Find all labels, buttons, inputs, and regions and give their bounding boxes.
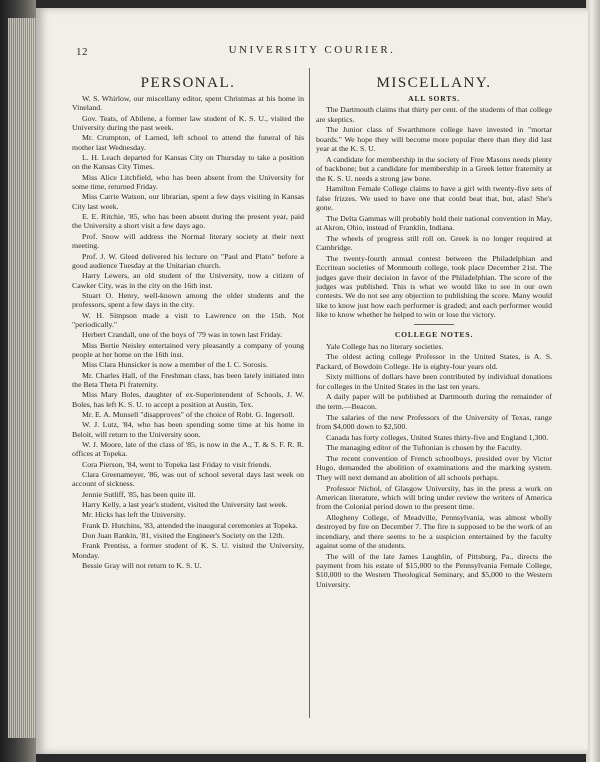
college-note-item: Sixty millions of dollars have been contributed by individual donations for colleges in the United States in the last ten years. [316, 372, 552, 391]
all-sorts-heading: ALL SORTS. [408, 94, 460, 103]
college-note-item: Canada has forty colleges, United States thirty-five and England 1,300. [326, 432, 549, 442]
personal-item: Harry Lewers, an old student of the University, now a citizen of Cawker City, was in the city on the 16th inst. [72, 271, 304, 290]
personal-item: Miss Carrie Watson, our librarian, spent a few days visiting in Kansas City last week. [72, 192, 304, 211]
college-note-item: Yale College has no literary societies. [326, 341, 444, 351]
personal-item: Cora Pierson, '84, went to Topeka last Friday to visit friends. [82, 459, 272, 469]
personal-item: E. E. Ritchie, '85, who has been absent during the present year, paid the University a short visit a few days ago. [72, 212, 304, 231]
personal-item: W. J. Lutz, '84, who has been spending some time at his home in Beloit, will return to the University soon. [72, 420, 304, 439]
personal-heading: PERSONAL. [140, 75, 236, 91]
college-note-item: The will of the late James Laughlin, of Pittsburg, Pa., directs the payment from his estate of $15,000 to the Pennsylvania Female College, $10,000 to the Western Theological Seminary, and $5,000 to the Western University. [316, 551, 552, 589]
college-note-item: The oldest acting college Professor in the United States, is A. S. Packard, of Bowdoin College. He is eighty-four years old. [316, 352, 552, 371]
personal-item: Jennie Sutliff, '85, has been quite ill. [82, 489, 196, 499]
personal-item: Don Juan Rankin, '81, visited the Engineer's Society on the 12th. [82, 531, 285, 541]
college-notes-paragraphs [316, 342, 552, 590]
college-note-item: The recent convention of French schoolboys, presided over by Victor Hugo, demanded the abolition of examinations and the marking system. They will next demand an abolition of all schools perhaps. [316, 454, 552, 482]
personal-column [72, 74, 304, 572]
personal-item: Bessie Gray will not return to K. S. U. [82, 561, 202, 571]
college-note-item: A daily paper will be published at Dartmouth during the remainder of the term.—Beacon. [316, 392, 552, 411]
all-sorts-item: The Dartmouth claims that thirty per cent. of the students of that college are skeptics. [316, 105, 552, 124]
college-note-item: Allegheny College, of Meadville, Pennsylvania, was almost wholly destroyed by fire on December 7. The fire is supposed to be the work of an incendiary, and there seems to be a suspicion entertained by the faculty against some of the students. [316, 512, 552, 550]
miscellany-column [316, 74, 552, 590]
personal-item: Mr. Charles Hall, of the Freshman class, has been lately initiated into the Beta Theta Pi fraternity. [72, 370, 304, 389]
personal-item: W. S. Whirlow, our miscellany editor, spent Christmas at his home in Vineland. [72, 94, 304, 113]
personal-item: Harry Kelly, a last year's student, visited the University last week. [82, 500, 288, 510]
running-head: UNIVERSITY COURIER. [228, 44, 396, 56]
all-sorts-item: The wheels of progress still roll on. Greek is no longer required at Cambridge. [316, 233, 552, 253]
all-sorts-item: Hamilton Female College claims to have a girl with twenty-five sets of false frizzes. We used to have one that could beat that, but, alas! She's gone. [316, 184, 552, 212]
column-divider [309, 68, 310, 718]
personal-item: Miss Clara Hunsicker is now a member of the I. C. Sorosis. [82, 360, 268, 370]
all-sorts-paragraphs [316, 105, 552, 319]
college-note-item: Professor Nichol, of Glasgow University, has in the press a work on American literature, which will bring under review the writers of America from the Colonial period down to the present time. [316, 483, 552, 512]
newspaper-page [36, 8, 588, 754]
personal-item: Gov. Teats, of Abilene, a former law student of K. S. U., visited the University during the past week. [72, 113, 304, 133]
miscellany-heading: MISCELLANY. [376, 75, 492, 91]
personal-item: W. J. Moore, late of the class of '85, is now in the A., T. & S. F. R. R. offices at Topeka. [72, 440, 304, 459]
personal-item: Mr. E. A. Munsell "disapproves" of the choice of Robt. G. Ingersoll. [82, 410, 295, 419]
personal-item: Frank D. Hutchins, '83, attended the inaugural ceremonies at Topeka. [82, 520, 298, 530]
personal-item: Miss Mary Boles, daughter of ex-Superintendent of Schools, J. W. Boles, has left K. S. U. to accept a position at Austin, Tex. [72, 390, 304, 409]
personal-item: Mr. Hicks has left the University. [82, 510, 186, 520]
personal-item: Mr. Crumpton, of Larned, left school to attend the funeral of his mother last Wednesday. [72, 133, 304, 152]
personal-item: Frank Prentiss, a former student of K. S. U. visited the University, Monday. [72, 541, 304, 560]
personal-item: Miss Bertie Neisley entertained very pleasantly a company of young people at her home on the 16th inst. [72, 340, 304, 359]
personal-item: Miss Alice Litchfield, who has been absent from the University for some time, returned Friday. [72, 172, 304, 192]
personal-item: Prof. Snow will address the Normal literary society at their next meeting. [72, 231, 304, 251]
personal-item: W. H. Simpson made a visit to Lawrence on the 15th. Not "periodically." [72, 310, 304, 329]
personal-item: Clara Greenameyer, '86, was out of school several days last week on account of sickness. [72, 470, 304, 489]
college-notes-heading: COLLEGE NOTES. [394, 330, 474, 340]
facing-page-edge [586, 0, 600, 762]
personal-paragraphs [72, 94, 304, 571]
personal-item: Stuart O. Henry, well-known among the older students and the professors, spent a few days in the city. [72, 290, 304, 310]
all-sorts-item: The twenty-fourth annual contest between the Philadelphian and Eccritean societies of Monmouth college, took place December 21st. The judges gave their decision in favor of the Philadelphian. The score of the judges was published. This is what we would like to see in our own contests. We do not see any objection to publishing the score. Many would like to know just how each performer is graded; and each performer would like to know whether he helped to win or lose the victory. [316, 253, 552, 319]
page-number: 12 [76, 46, 88, 58]
all-sorts-item: A candidate for membership in the society of Free Masons needs plenty of backbone; but a candidate for membership in a Greek letter fraternity at the K. S. U. needs a strong jaw bone. [316, 154, 552, 183]
page-stack-edges [8, 18, 38, 738]
personal-item: Prof. J. W. Gleed delivered his lecture on "Paul and Plato" before a good audience Tuesday at the Unitarian church. [72, 251, 304, 270]
all-sorts-item: The Delta Gammas will probably hold their national convention in May, at Akron, Ohio, instead of Franklin, Indiana. [316, 213, 552, 233]
all-sorts-item: The Junior class of Swarthmore college have invested in "mortar boards." We hope they will become more popular there than they did last year at the K. S. U. [316, 125, 552, 154]
personal-item: Herbert Crandall, one of the boys of '79 was in town last Friday. [82, 330, 283, 340]
section-divider [414, 324, 454, 325]
college-note-item: The salaries of the new Professors of the University of Texas, range from $4,000 down to $2,500. [316, 412, 552, 431]
college-note-item: The managing editor of the Tuftonian is chosen by the Faculty. [326, 443, 522, 453]
personal-item: L. H. Leach departed for Kansas City on Thursday to take a position on the Kansas City Times. [72, 153, 304, 172]
